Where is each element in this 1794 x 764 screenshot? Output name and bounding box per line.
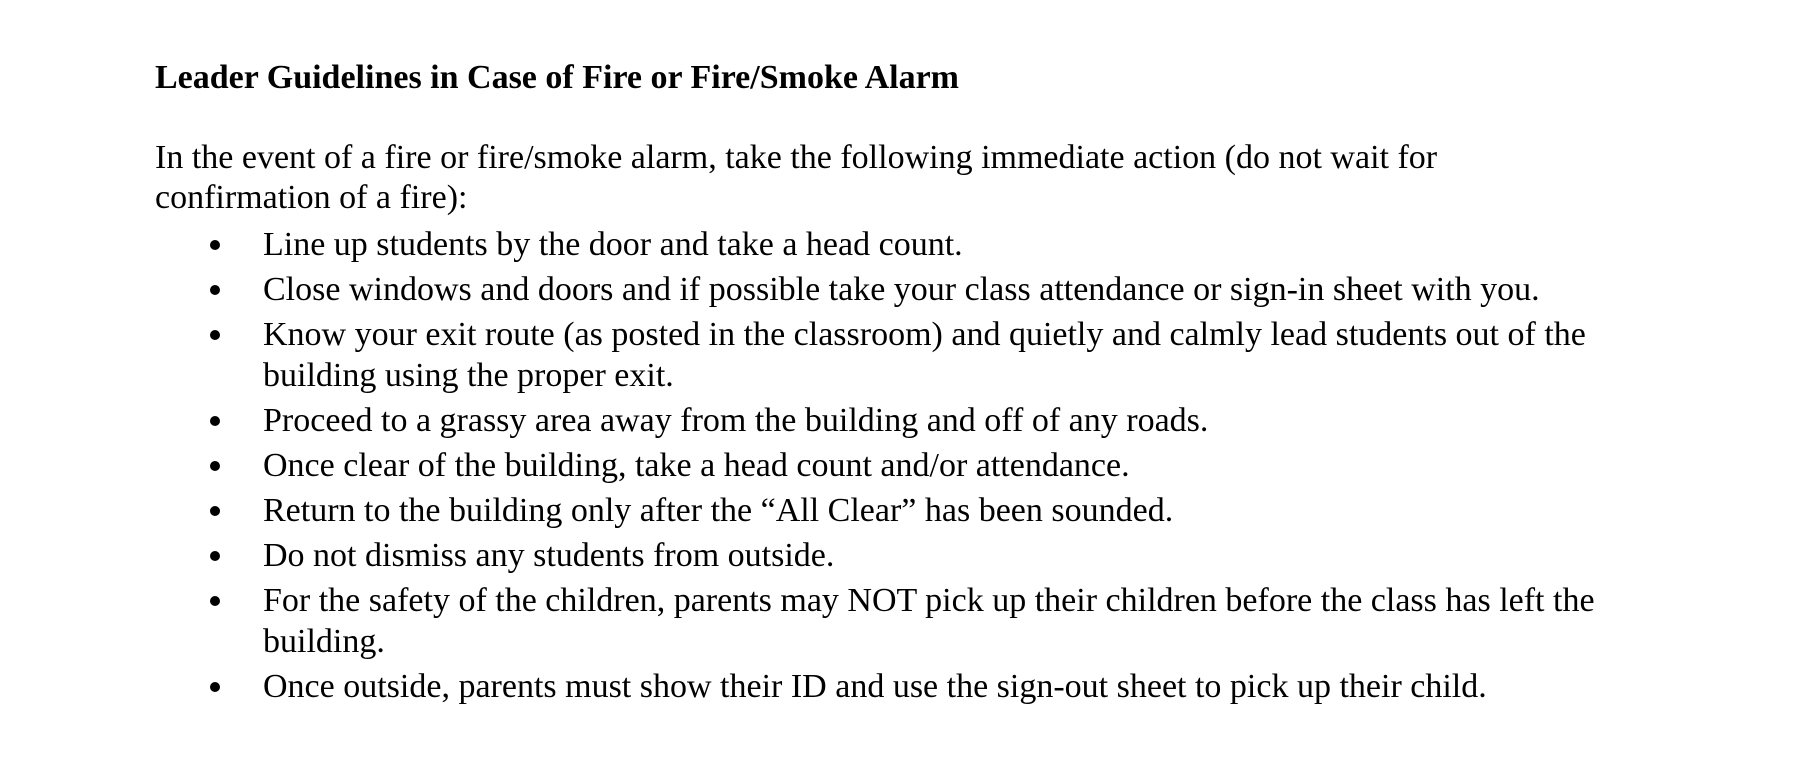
document-title: Leader Guidelines in Case of Fire or Fire/Smoke Alarm	[155, 59, 959, 96]
guidelines-list	[155, 224, 1655, 707]
list-item-text: Close windows and doors and if possible take your class attendance or sign-in sheet with you.	[263, 271, 1540, 308]
list-item	[155, 400, 1683, 441]
bullet-icon	[210, 682, 220, 692]
list-item-text: Proceed to a grassy area away from the building and off of any roads.	[263, 402, 1209, 439]
list-item	[155, 580, 1683, 662]
list-item-text: For the safety of the children, parents may NOT pick up their children before the class has left the building.	[263, 582, 1595, 660]
list-item-text: Know your exit route (as posted in the classroom) and quietly and calmly lead students out of the building using the proper exit.	[263, 316, 1586, 394]
bullet-icon	[210, 551, 220, 561]
list-item	[155, 224, 1683, 265]
bullet-icon	[210, 506, 220, 516]
list-item-text: Do not dismiss any students from outside.	[263, 537, 835, 574]
bullet-icon	[210, 240, 220, 250]
list-item	[155, 490, 1683, 531]
bullet-icon	[210, 596, 220, 606]
list-item	[155, 314, 1683, 396]
list-item	[155, 666, 1683, 707]
bullet-icon	[210, 461, 220, 471]
document-page	[155, 56, 1655, 711]
list-item	[155, 269, 1683, 310]
list-item	[155, 445, 1683, 486]
bullet-icon	[210, 330, 220, 340]
intro-paragraph: In the event of a fire or fire/smoke alarm, take the following immediate action (do not wait for confirmation of a fire):	[155, 139, 1438, 216]
list-item	[155, 535, 1683, 576]
list-item-text: Once clear of the building, take a head count and/or attendance.	[263, 447, 1130, 484]
list-item-text: Once outside, parents must show their ID and use the sign-out sheet to pick up their child.	[263, 668, 1487, 705]
bullet-icon	[210, 416, 220, 426]
list-item-text: Line up students by the door and take a head count.	[263, 226, 963, 263]
list-item-text: Return to the building only after the “All Clear” has been sounded.	[263, 492, 1174, 529]
bullet-icon	[210, 285, 220, 295]
